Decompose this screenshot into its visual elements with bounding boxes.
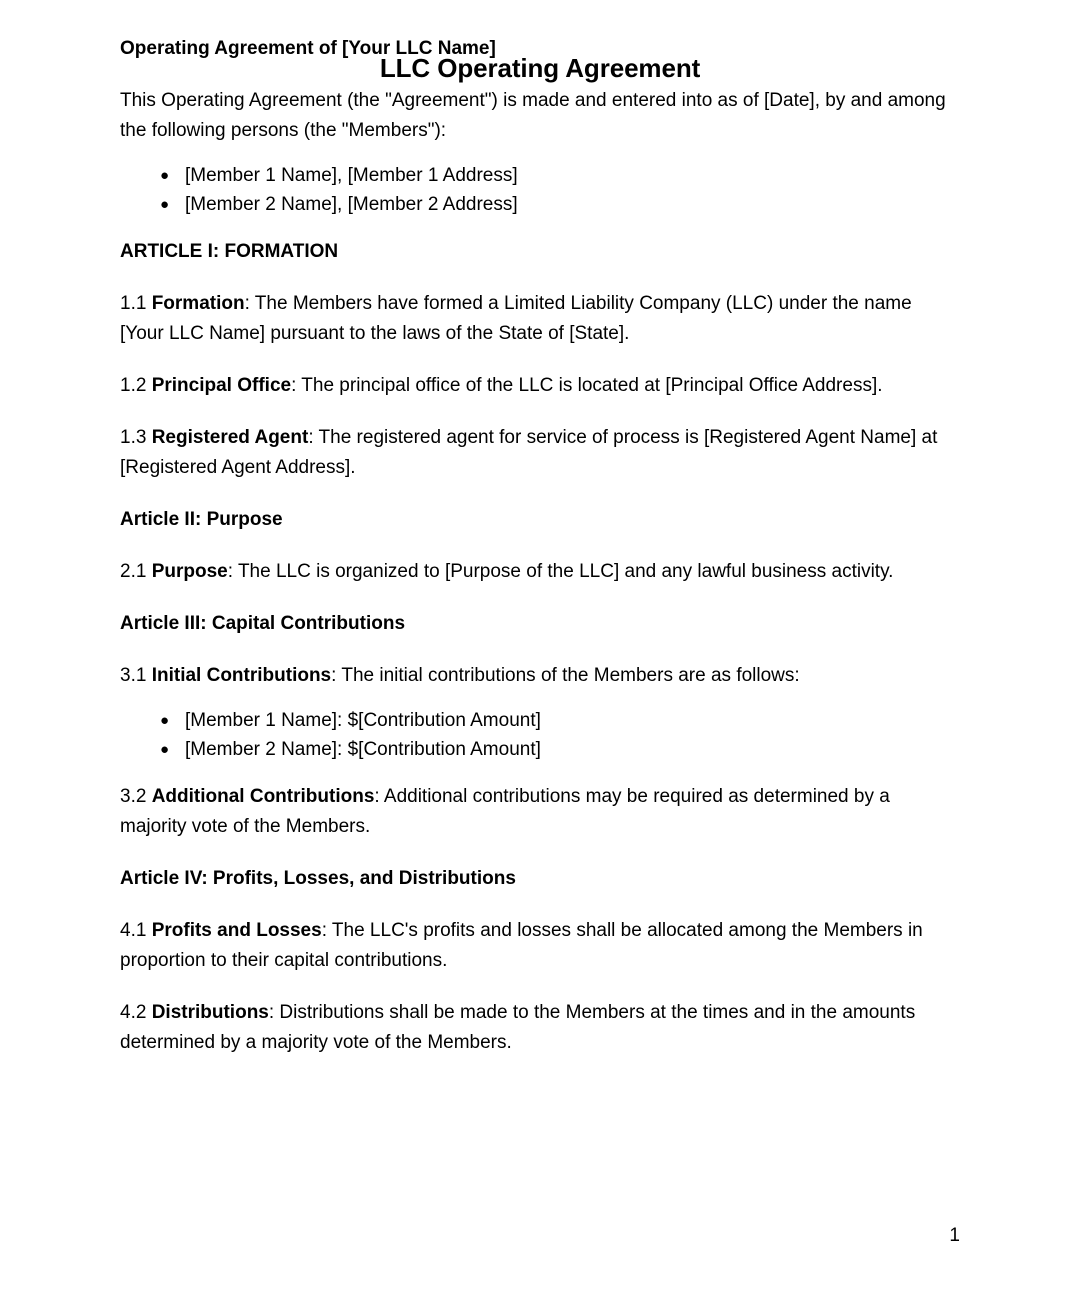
section-body: : The initial contributions of the Members are as follows:	[331, 665, 800, 686]
section-body: : The registered agent for service of process is [Registered Agent Name] at [Registered Agent Address].	[120, 427, 938, 478]
section-term: Distributions	[151, 1002, 269, 1023]
section-body: : The LLC's profits and losses shall be allocated among the Members in proportion to their capital contributions.	[120, 920, 923, 971]
section-number: 3.1	[120, 665, 152, 686]
bullet-icon: ●	[160, 196, 170, 213]
bullet-icon: ●	[160, 167, 170, 184]
intro-paragraph: This Operating Agreement (the "Agreement") is made and entered into as of [Date], by and among the following persons (the "Members"):	[120, 90, 946, 141]
section-term: Formation	[151, 293, 245, 314]
section-number: 4.2	[120, 1002, 152, 1023]
section-number: 2.1	[120, 561, 152, 582]
section-body: : The Members have formed a Limited Liability Company (LLC) under the name [Your LLC Name] pursuant to the laws of the State of [State].	[120, 293, 912, 344]
section-3-1	[120, 661, 950, 691]
section-4-1	[120, 916, 950, 976]
section-1-1	[120, 289, 950, 349]
section-1-3	[120, 423, 950, 483]
section-body: : Distributions shall be made to the Members at the times and in the amounts determined by a majority vote of the Members.	[120, 1002, 916, 1053]
list-item	[120, 161, 950, 190]
list-item-label: [Member 2 Name], [Member 2 Address]	[185, 194, 518, 215]
member-list	[120, 161, 950, 219]
section-term: Purpose	[151, 561, 228, 582]
contribution-list	[120, 706, 950, 764]
section-number: 1.3	[120, 427, 152, 448]
section-body: : The LLC is organized to [Purpose of the LLC] and any lawful business activity.	[227, 561, 894, 582]
section-term: Profits and Losses	[151, 920, 322, 941]
article-heading-1: ARTICLE I: FORMATION	[120, 241, 339, 262]
page-number: 1	[949, 1225, 960, 1246]
section-2-1	[120, 557, 950, 587]
article-heading-4: Article IV: Profits, Losses, and Distributions	[120, 868, 516, 889]
section-3-2	[120, 782, 950, 842]
section-number: 1.1	[120, 293, 152, 314]
section-term: Additional Contributions	[151, 786, 375, 807]
section-number: 1.2	[120, 375, 152, 396]
list-item	[120, 735, 950, 764]
section-body: : The principal office of the LLC is located at [Principal Office Address].	[291, 375, 883, 396]
bullet-icon: ●	[160, 741, 170, 758]
list-item-label: [Member 1 Name], [Member 1 Address]	[185, 165, 518, 186]
list-item	[120, 190, 950, 219]
list-item	[120, 706, 950, 735]
document-body	[120, 0, 950, 1058]
section-4-2	[120, 998, 950, 1058]
list-item-label: [Member 2 Name]: $[Contribution Amount]	[185, 739, 541, 760]
section-term: Principal Office	[151, 375, 292, 396]
article-heading-2: Article II: Purpose	[120, 509, 283, 530]
section-1-2	[120, 371, 950, 401]
bullet-icon: ●	[160, 712, 170, 729]
article-heading-3: Article III: Capital Contributions	[120, 613, 406, 634]
page-title: LLC Operating Agreement	[379, 53, 701, 83]
section-number: 4.1	[120, 920, 152, 941]
section-term: Registered Agent	[151, 427, 309, 448]
section-body: : Additional contributions may be required as determined by a majority vote of the Members.	[120, 786, 890, 837]
section-term: Initial Contributions	[151, 665, 332, 686]
list-item-label: [Member 1 Name]: $[Contribution Amount]	[185, 710, 541, 731]
section-number: 3.2	[120, 786, 152, 807]
document-subtitle: Operating Agreement of [Your LLC Name]	[120, 38, 496, 59]
